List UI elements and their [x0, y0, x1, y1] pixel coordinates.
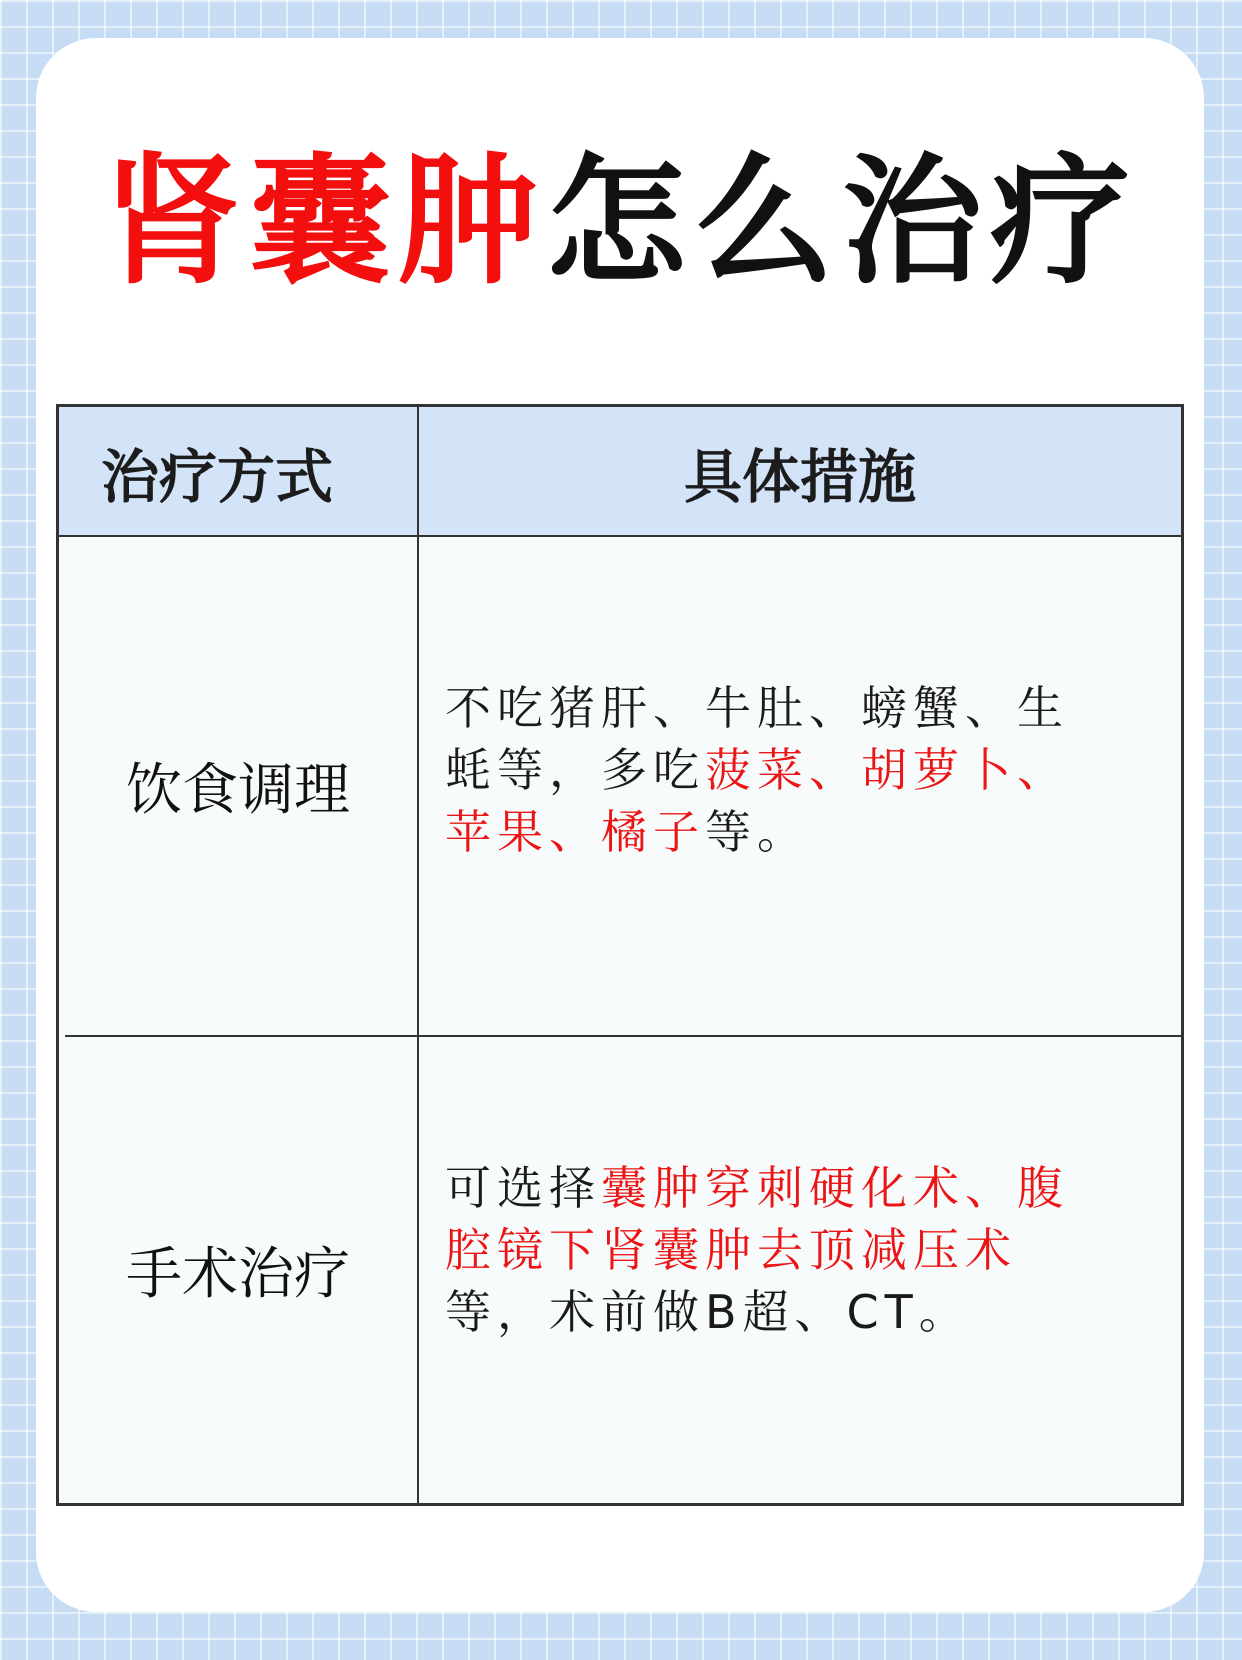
measure-line: [445, 1281, 1155, 1343]
measure-text: 不吃猪肝、牛肚、螃蟹、生: [445, 681, 1069, 735]
title-highlight: 肾囊肿: [101, 141, 546, 304]
header-method: 治疗方式: [101, 443, 334, 511]
measure-text: 等，术前做B超、CT。: [445, 1285, 971, 1339]
measure-line: [445, 801, 1155, 863]
page-title: [36, 138, 1204, 308]
measure-highlight: 腔镜下肾囊肿去顶减压术: [445, 1223, 1017, 1277]
measure-line: [445, 1157, 1155, 1219]
measure-diet: [445, 677, 1155, 863]
measure-line: [445, 739, 1155, 801]
title-rest: 怎么治疗: [546, 141, 1139, 304]
measure-line: [445, 1219, 1155, 1281]
measure-text: 蚝等，多吃: [445, 743, 705, 797]
measure-highlight: 苹果、橘子: [445, 805, 705, 859]
measure-highlight: 囊肿穿刺硬化术、腹: [601, 1161, 1069, 1215]
content-card: [36, 38, 1204, 1612]
measure-highlight: 菠菜、胡萝卜、: [705, 743, 1069, 797]
header-measure: 具体措施: [683, 443, 916, 511]
measure-text: 可选择: [445, 1161, 601, 1215]
method-diet: 饮食调理: [126, 758, 350, 823]
measure-line: [445, 677, 1155, 739]
treatment-table: [56, 404, 1184, 1506]
measure-text: 等。: [705, 805, 809, 859]
measure-surgery: [445, 1157, 1155, 1343]
column-divider: [417, 407, 419, 1503]
method-surgery: 手术治疗: [126, 1242, 350, 1307]
